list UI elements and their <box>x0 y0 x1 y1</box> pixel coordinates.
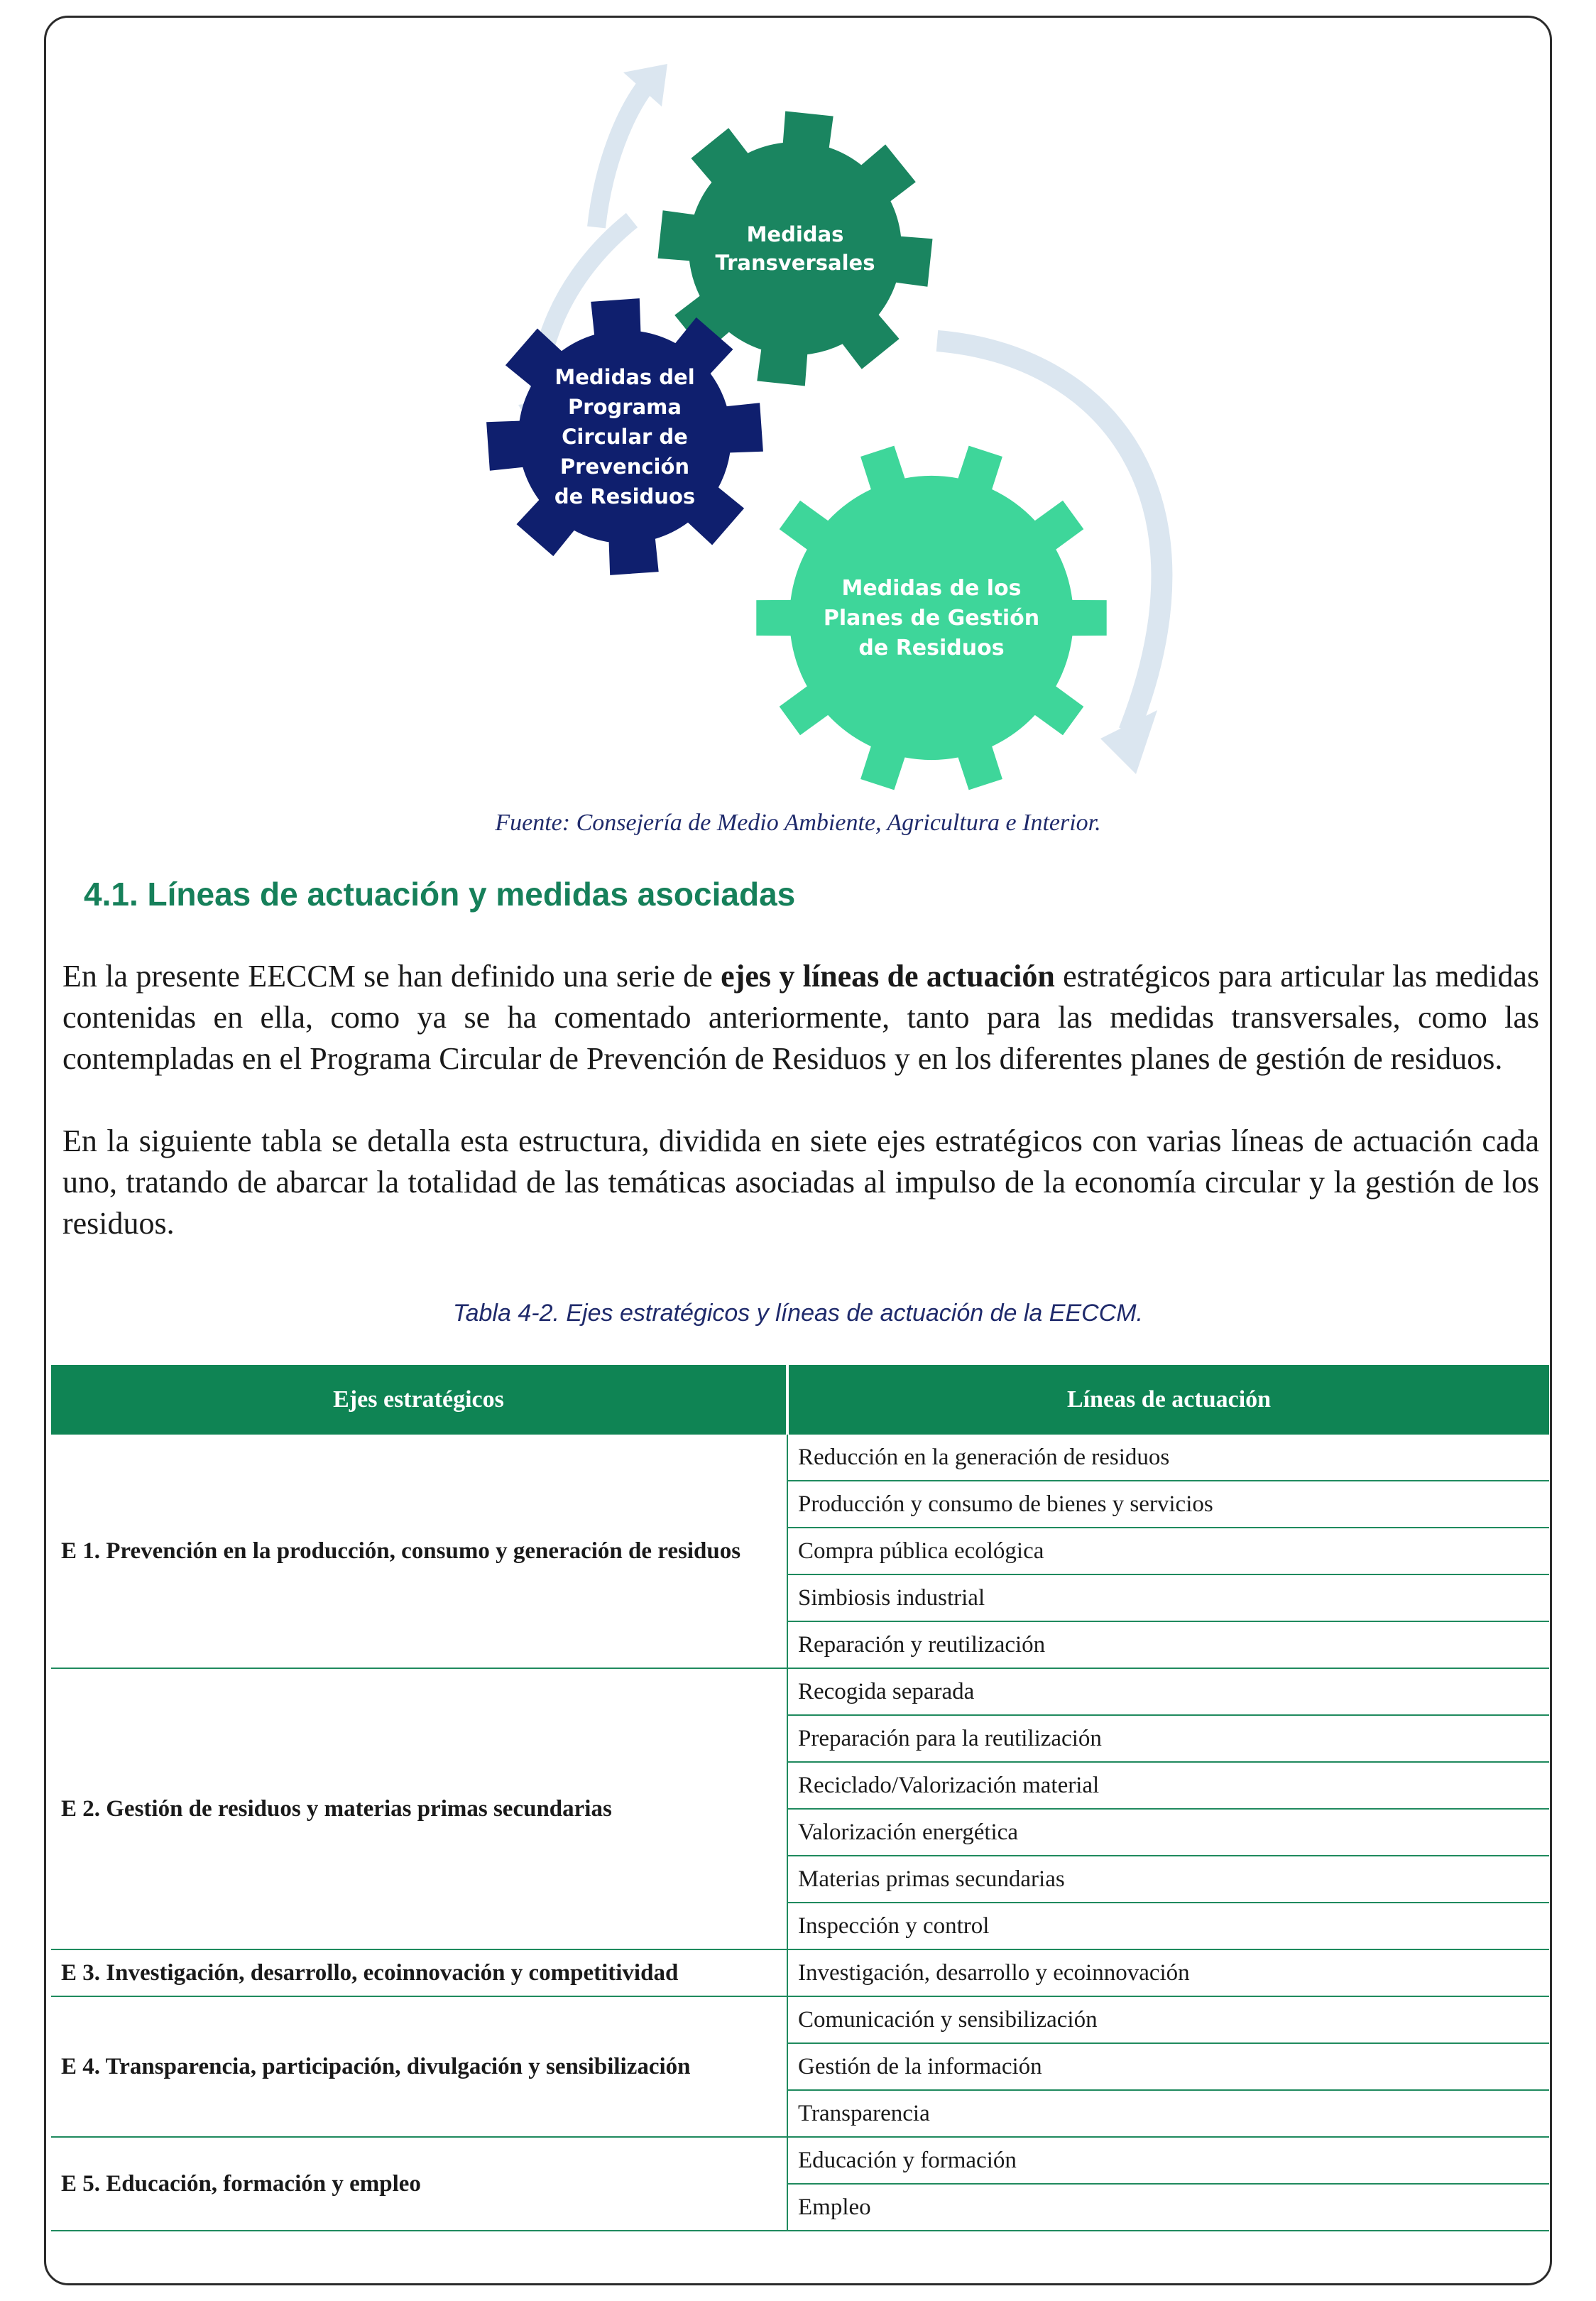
linea-cell: Reparación y reutilización <box>787 1621 1549 1668</box>
gear-label-line: Medidas de los <box>841 576 1022 601</box>
table-header-row <box>51 1365 1549 1435</box>
eje-cell: E 2. Gestión de residuos y materias primas secundarias <box>51 1668 787 1949</box>
linea-cell: Producción y consumo de bienes y servicios <box>787 1481 1549 1528</box>
linea-cell: Simbiosis industrial <box>787 1574 1549 1621</box>
gear-programa-circular <box>486 298 763 575</box>
gear-label-line: de Residuos <box>554 484 696 508</box>
gear-label-line: Medidas <box>746 222 844 246</box>
linea-cell: Recogida separada <box>787 1668 1549 1715</box>
table-caption: Tabla 4-2. Ejes estratégicos y líneas de actuación de la EECCM. <box>452 1300 1144 1327</box>
gear-planes-gestion <box>756 446 1106 790</box>
eje-cell: E 3. Investigación, desarrollo, ecoinnovación y competitividad <box>51 1949 787 1996</box>
linea-cell: Inspección y control <box>787 1903 1549 1949</box>
eje-cell: E 1. Prevención en la producción, consumo y generación de residuos <box>51 1435 787 1668</box>
linea-cell: Gestión de la información <box>787 2043 1549 2090</box>
eje-cell: E 4. Transparencia, participación, divulgación y sensibilización <box>51 1996 787 2137</box>
linea-cell: Empleo <box>787 2184 1549 2231</box>
linea-cell: Reciclado/Valorización material <box>787 1762 1549 1809</box>
gear-label-line: de Residuos <box>858 636 1005 660</box>
linea-cell: Valorización energética <box>787 1809 1549 1856</box>
linea-cell: Investigación, desarrollo y ecoinnovación <box>787 1949 1549 1996</box>
table-row <box>51 1949 1549 1996</box>
table-row <box>51 2137 1549 2184</box>
table-row <box>51 1435 1549 1481</box>
table-row <box>51 1668 1549 1715</box>
gears-diagram <box>398 57 1250 795</box>
section-title: 4.1. Líneas de actuación y medidas asociadas <box>84 876 796 913</box>
linea-cell: Reducción en la generación de residuos <box>787 1435 1549 1481</box>
gear-label-line: Transversales <box>715 251 875 275</box>
linea-cell: Materias primas secundarias <box>787 1856 1549 1903</box>
paragraph-1-start: En la presente EECCM se han definido una serie de <box>62 959 721 994</box>
figure-source-caption: Fuente: Consejería de Medio Ambiente, Agricultura e Interior. <box>495 810 1101 836</box>
cycle-arrow-top <box>596 85 646 227</box>
gear-label-line: Prevención <box>559 455 690 479</box>
linea-cell: Compra pública ecológica <box>787 1528 1549 1574</box>
paragraph-1-end: estratégicos para articular las medidas contenidas en ella, como ya se ha comentado anteriormente, tanto para las medidas transversales, como las contempladas en el Programa Circular de Prevención de Residuos y en los diferentes planes de gestión de residuos. <box>62 959 1539 1076</box>
paragraph-1-bold: ejes y líneas de actuación <box>721 959 1055 994</box>
header-lineas: Líneas de actuación <box>787 1365 1549 1435</box>
gear-label-line: Planes de Gestión <box>823 606 1040 631</box>
ejes-table <box>51 1365 1549 2231</box>
gear-label-line: Circular de <box>562 425 688 449</box>
table-row <box>51 1996 1549 2043</box>
header-ejes: Ejes estratégicos <box>51 1365 787 1435</box>
linea-cell: Educación y formación <box>787 2137 1549 2184</box>
paragraph-2: En la siguiente tabla se detalla esta estructura, dividida en siete ejes estratégicos con varias líneas de actuación cada uno, tratando de abarcar la totalidad de las temáticas asociadas al impulso de la economía circular y la gestión de los residuos. <box>62 1124 1539 1241</box>
linea-cell: Comunicación y sensibilización <box>787 1996 1549 2043</box>
eje-cell: E 5. Educación, formación y empleo <box>51 2137 787 2231</box>
paragraph-1 <box>62 956 1539 1079</box>
linea-cell: Transparencia <box>787 2090 1549 2137</box>
linea-cell: Preparación para la reutilización <box>787 1715 1549 1762</box>
gear-label-line: Programa <box>568 395 682 419</box>
gear-label-line: Medidas del <box>554 365 695 389</box>
